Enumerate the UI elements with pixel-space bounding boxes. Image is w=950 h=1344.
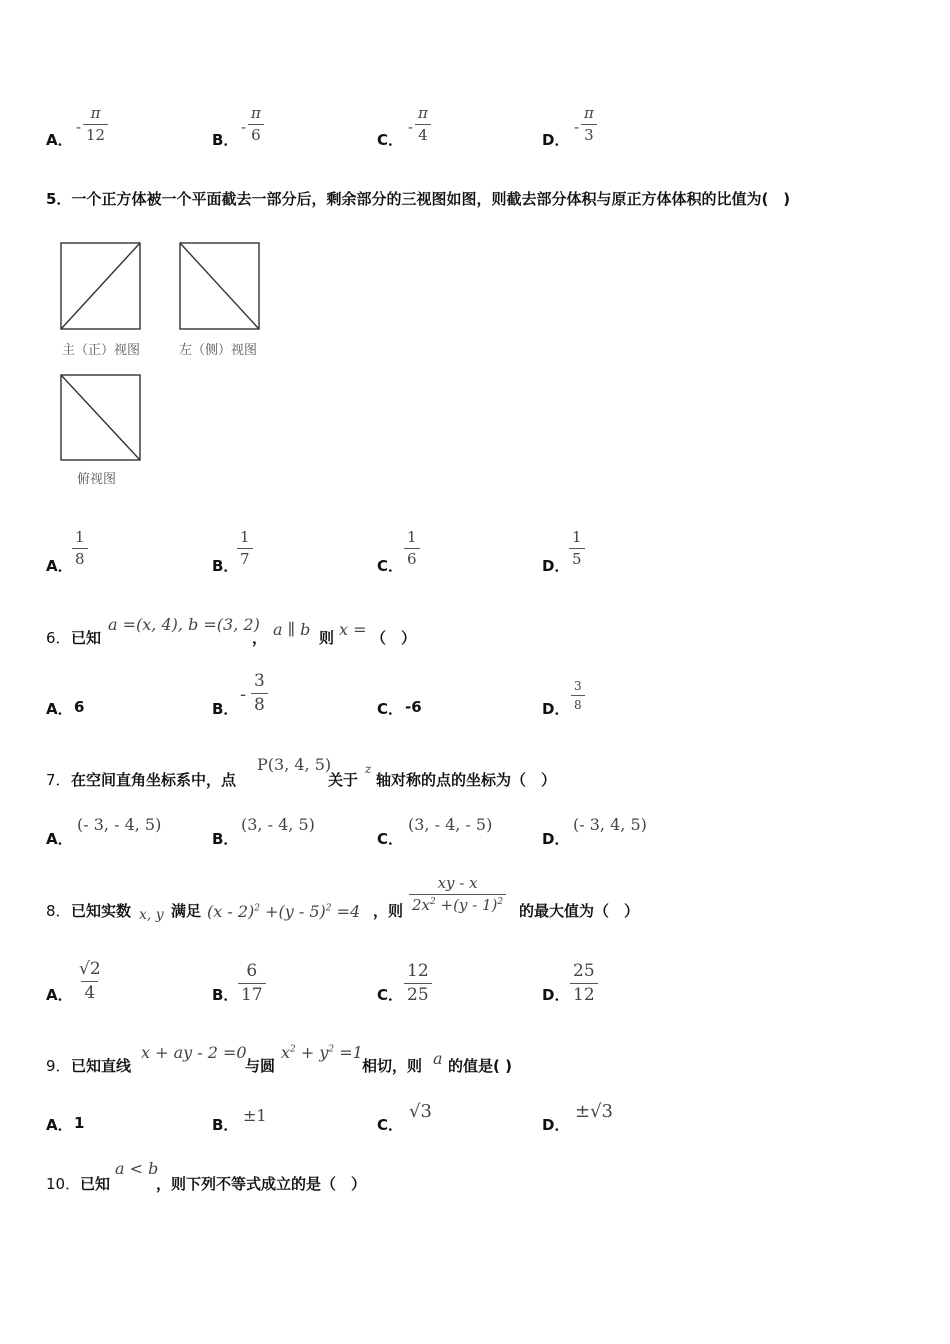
- q8-text-1: 已知实数: [71, 902, 132, 920]
- q7-text-1: 在空间直角坐标系中，点: [71, 771, 237, 789]
- q6-option-b-fraction: $\frac{3}{8}$: [251, 673, 268, 714]
- front-view-diagonal: [61, 243, 140, 329]
- q6-option-a-value: 6: [74, 698, 85, 716]
- q7-option-c-value: (3, - 4, - 5): [408, 815, 493, 834]
- q9-text-1: 已知直线: [71, 1057, 132, 1075]
- q9-option-c-label: C．: [377, 1116, 404, 1134]
- q6-option-a-label: A．: [46, 700, 73, 718]
- q4-option-b-fraction: $\frac{\pi}{6}$: [248, 106, 264, 143]
- q10-text-2: ，则下列不等式成立的是（ ）: [156, 1175, 367, 1193]
- q10-inequality: a < b: [115, 1159, 159, 1178]
- q10-number: 10．: [46, 1175, 81, 1193]
- q7-option-a-label: A．: [46, 830, 73, 848]
- q8-expression-fraction: $\frac{xy - x}{2x^2 +(y - 1)^2}$: [409, 876, 506, 913]
- q8-text-4: 的最大值为（ ）: [519, 902, 640, 920]
- side-view-caption: 左（侧）视图: [179, 343, 258, 358]
- q4-option-d-minus: -: [574, 118, 580, 136]
- q6-text-1: 已知: [71, 629, 102, 647]
- q9-circle-equation: $x^2 + y^2 =1$: [281, 1043, 363, 1062]
- q10-text-1: 已知: [80, 1175, 111, 1193]
- q5-option-c-label: C．: [377, 557, 404, 575]
- q8-option-c-label: C．: [377, 986, 404, 1004]
- q5-option-a-label: A．: [46, 557, 73, 575]
- q9-option-b-label: B．: [212, 1116, 239, 1134]
- q8-option-b-label: B．: [212, 986, 239, 1004]
- q9-text-4: 的值是( ): [448, 1057, 512, 1075]
- q4-option-d-label: D．: [542, 131, 570, 149]
- q4-option-b-label: B．: [212, 131, 239, 149]
- q6-text-2: 则: [319, 629, 335, 647]
- q6-text-3: （ ）: [371, 629, 417, 647]
- q4-option-a-fraction: $\frac{\pi}{12}$: [83, 106, 108, 143]
- q5-option-a-fraction: $\frac{1}{8}$: [72, 530, 88, 567]
- side-view-diagonal: [180, 243, 259, 329]
- q9-option-d-label: D．: [542, 1116, 570, 1134]
- q7-option-d-label: D．: [542, 830, 570, 848]
- q8-variables: x, y: [139, 907, 164, 923]
- q8-option-d-label: D．: [542, 986, 570, 1004]
- q9-option-a-value: 1: [74, 1114, 85, 1132]
- q4-option-b-minus: -: [241, 118, 247, 136]
- q7-text-2: 关于: [328, 771, 359, 789]
- q7-axis: z: [365, 762, 372, 776]
- q5-option-b-label: B．: [212, 557, 239, 575]
- q5-option-d-fraction: $\frac{1}{5}$: [569, 530, 585, 567]
- q4-option-a-label: A．: [46, 131, 73, 149]
- q8-text-3: ，则: [373, 902, 404, 920]
- top-view-diagonal: [61, 375, 140, 460]
- q8-number: 8．: [46, 902, 71, 920]
- q7-option-b-label: B．: [212, 830, 239, 848]
- q6-option-c-label: C．: [377, 700, 404, 718]
- q5-stem: 5．一个正方体被一个平面截去一部分后，剩余部分的三视图如图，则截去部分体积与原正方体体积的比值为( ): [46, 190, 791, 208]
- q7-option-c-label: C．: [377, 830, 404, 848]
- q9-number: 9．: [46, 1057, 71, 1075]
- q8-option-a-fraction: $\frac{√2}{4}$: [79, 959, 101, 1003]
- q8-option-d-fraction: $\frac{25}{12}$: [570, 963, 598, 1004]
- q7-point: P(3, 4, 5): [257, 755, 332, 774]
- q5-option-c-fraction: $\frac{1}{6}$: [404, 530, 420, 567]
- top-view-caption: 俯视图: [77, 472, 117, 487]
- q9-option-c-value: √3: [409, 1101, 432, 1122]
- q6-parallel: a ∥ b: [273, 620, 311, 639]
- q8-text-2: 满足: [171, 902, 202, 920]
- q6-vectors: a =(x, 4), b =(3, 2): [108, 615, 260, 634]
- front-view-caption: 主（正）视图: [62, 343, 141, 358]
- q9-text-2: 与圆: [245, 1057, 276, 1075]
- q9-option-b-value: ±1: [243, 1106, 267, 1125]
- q6-option-d-label: D．: [542, 700, 570, 718]
- q6-x-equals: x =: [339, 620, 367, 639]
- q4-option-c-label: C．: [377, 131, 404, 149]
- q6-option-b-label: B．: [212, 700, 239, 718]
- q7-text-3: 轴对称的点的坐标为（ ）: [376, 771, 557, 789]
- q4-option-c-fraction: $\frac{\pi}{4}$: [415, 106, 431, 143]
- q9-line-equation: x + ay - 2 =0: [141, 1043, 247, 1062]
- q9-option-d-value: ±√3: [575, 1101, 614, 1122]
- q8-condition: (x - 2)$^2$ +(y - 5)$^2$ =4: [207, 902, 361, 921]
- q8-option-a-label: A．: [46, 986, 73, 1004]
- q6-comma: ，: [252, 629, 268, 647]
- q5-option-d-label: D．: [542, 557, 570, 575]
- q8-option-c-fraction: $\frac{12}{25}$: [404, 963, 432, 1004]
- q5-option-b-fraction: $\frac{1}{7}$: [237, 530, 253, 567]
- q6-number: 6．: [46, 629, 71, 647]
- q7-option-d-value: (- 3, 4, 5): [573, 815, 647, 834]
- q9-variable: a: [433, 1049, 443, 1068]
- q7-number: 7．: [46, 771, 71, 789]
- q9-option-a-label: A．: [46, 1116, 73, 1134]
- q4-option-c-minus: -: [408, 118, 414, 136]
- q7-option-b-value: (3, - 4, 5): [241, 815, 315, 834]
- q4-option-d-fraction: $\frac{\pi}{3}$: [581, 106, 597, 143]
- q6-option-b-minus: -: [240, 684, 247, 705]
- q7-option-a-value: (- 3, - 4, 5): [77, 815, 162, 834]
- q8-option-b-fraction: $\frac{6}{17}$: [238, 963, 266, 1004]
- q9-text-3: 相切，则: [362, 1057, 423, 1075]
- q6-option-d-fraction: $\frac{3}{8}$: [571, 680, 585, 711]
- q4-option-a-minus: -: [76, 118, 82, 136]
- q6-option-c-value: -6: [405, 698, 422, 716]
